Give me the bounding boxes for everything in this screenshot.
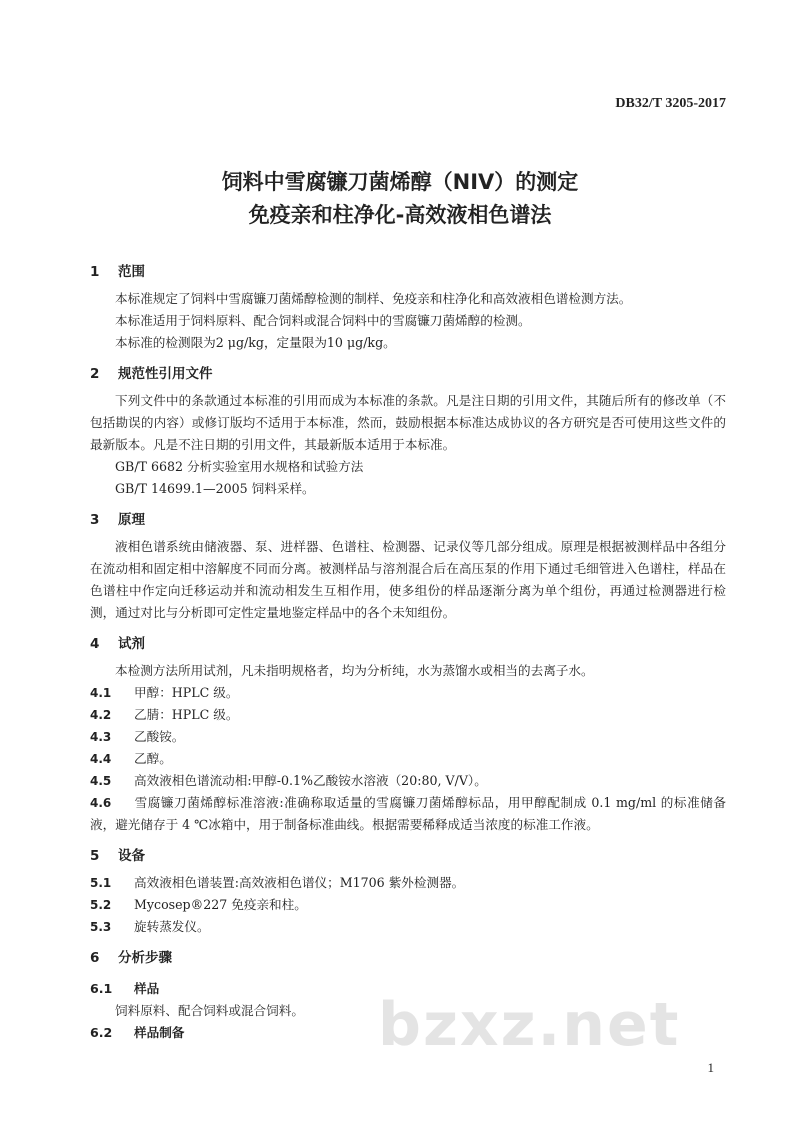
section-heading-principle: 3 原理 <box>90 512 145 528</box>
reference-item: GB/T 14699.1—2005 饲料采样。 <box>115 481 315 496</box>
subsection-heading-sample: 6.1 样品 <box>90 981 160 996</box>
paragraph: 本标准的检测限为2 μg/kg，定量限为10 μg/kg。 <box>115 335 396 350</box>
list-item: 4.3 乙酸铵。 <box>90 729 185 744</box>
page-number: 1 <box>707 1060 714 1075</box>
subsection-heading-sample-preparation: 6.2 样品制备 <box>90 1025 185 1040</box>
watermark: bzxz.net <box>378 990 681 1060</box>
document-title <box>0 166 800 232</box>
list-item: 5.3 旋转蒸发仪。 <box>90 919 210 934</box>
list-item: 4.2 乙腈：HPLC 级。 <box>90 707 239 722</box>
list-item: 4.6 雪腐镰刀菌烯醇标准溶液:准确称取适量的雪腐镰刀菌烯醇标品，用甲醇配制成 0.1 mg/ml 的标准储备液，避光储存于 4 ℃冰箱中，用于制备标准曲线。根据需要稀释成适当浓度的标准工作液。 <box>90 795 726 832</box>
paragraph: 本检测方法所用试剂，凡未指明规格者，均为分析纯，水为蒸馏水或相当的去离子水。 <box>115 663 594 678</box>
paragraph: 下列文件中的条款通过本标准的引用而成为本标准的条款。凡是注日期的引用文件，其随后所有的修改单（不包括勘误的内容）或修订版均不适用于本标准，然而，鼓励根据本标准达成协议的各方研究是否可使用这些文件的最新版本。凡是不注日期的引用文件，其最新版本适用于本标准。 <box>90 393 726 452</box>
section-heading-normative-references: 2 规范性引用文件 <box>90 366 213 382</box>
section-heading-analysis-steps: 6 分析步骤 <box>90 950 172 966</box>
paragraph: 饲料原料、配合饲料或混合饲料。 <box>115 1003 304 1018</box>
section-heading-reagents: 4 试剂 <box>90 636 145 652</box>
section-heading-equipment: 5 设备 <box>90 848 145 864</box>
list-item: 4.5 高效液相色谱流动相:甲醇-0.1%乙酸铵水溶液（20:80, V/V）。 <box>90 773 487 788</box>
paragraph: 本标准适用于饲料原料、配合饲料或混合饲料中的雪腐镰刀菌烯醇的检测。 <box>115 313 531 328</box>
title-line-2: 免疫亲和柱净化-高效液相色谱法 <box>248 203 552 227</box>
list-item: 4.4 乙醇。 <box>90 751 172 766</box>
list-item: 5.2 Mycosep®227 免疫亲和柱。 <box>90 897 307 912</box>
list-item: 4.1 甲醇：HPLC 级。 <box>90 685 239 700</box>
section-heading-scope: 1 范围 <box>90 264 145 280</box>
paragraph: 液相色谱系统由储液器、泵、进样器、色谱柱、检测器、记录仪等几部分组成。原理是根据被测样品中各组分在流动相和固定相中溶解度不同而分离。被测样品与溶剂混合后在高压泵的作用下通过毛细管进入色谱柱，样品在色谱柱中作定向迁移运动并和流动相发生互相作用，使多组份的样品逐渐分离为单个组份，再通过检测器进行检测，通过对比与分析即可定性定量地鉴定样品中的各个未知组份。 <box>90 539 726 620</box>
list-item: 5.1 高效液相色谱装置:高效液相色谱仪；M1706 紫外检测器。 <box>90 875 465 890</box>
document-code: DB32/T 3205-2017 <box>615 96 726 111</box>
document-body <box>90 262 726 1044</box>
reference-item: GB/T 6682 分析实验室用水规格和试验方法 <box>115 459 364 474</box>
paragraph: 本标准规定了饲料中雪腐镰刀菌烯醇检测的制样、免疫亲和柱净化和高效液相色谱检测方法。 <box>115 291 632 306</box>
title-line-1: 饲料中雪腐镰刀菌烯醇（NIV）的测定 <box>221 170 579 194</box>
